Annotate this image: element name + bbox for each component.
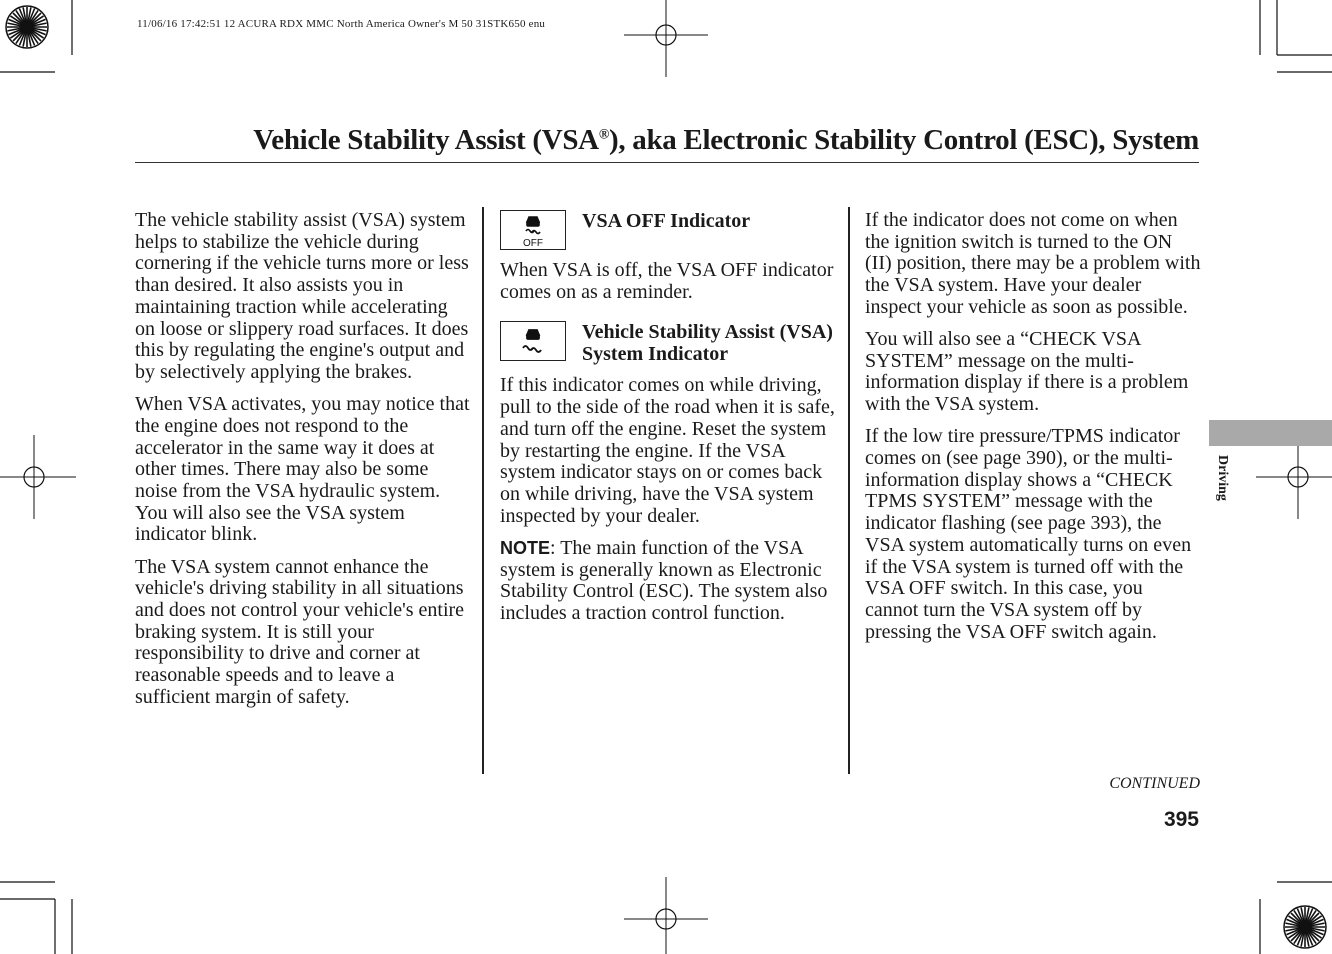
limitations-paragraph: The VSA system cannot enhance the vehicle's driving stability in all situations and does not control your vehicle's entire braking system. It is still your responsibility to drive and corner at reasonable speeds and to leave a sufficient margin of safety. — [135, 555, 465, 708]
note-text: : The main function of the VSA system is generally known as Electronic Stability Control (ESC). The system also includes a traction control function. — [500, 536, 828, 624]
tpms-paragraph: If the low tire pressure/TPMS indicator comes on (see page 390), or the multi-information display shows a “CHECK TPMS SYSTEM” message with the indicator flashing (see page 393), the VSA system automatically turns on even if the VSA system is turned off with the VSA OFF switch. In this case, you cannot turn the VSA system off by pressing the VSA OFF switch again. — [865, 425, 1192, 643]
title-rule — [135, 162, 1199, 163]
registered-mark: ® — [598, 127, 609, 143]
vsa-system-description: If this indicator comes on while driving, pull to the side of the road when it is safe, and turn off the engine. Reset the system by restarting the engine. If the VSA system indicator stays on or comes back on while driving, have the VSA system inspected by your dealer. — [500, 374, 835, 527]
continued-label: CONTINUED — [1109, 775, 1200, 792]
title-prefix: Vehicle Stability Assist (VSA — [253, 124, 599, 156]
page-number: 395 — [1163, 808, 1199, 831]
column-left — [135, 210, 471, 719]
section-tab — [1209, 420, 1332, 446]
title-suffix: ), aka Electronic Stability Control (ESC), System — [609, 124, 1199, 156]
intro-paragraph: The vehicle stability assist (VSA) system helps to stabilize the vehicle during cornering if the vehicle turns more or less than desired. It also assists you in maintaining traction while accelerating on loose or slippery road surfaces. It does this by regulating the engine's output and by selectively applying the brakes. — [135, 209, 469, 383]
column-divider — [482, 207, 484, 774]
vsa-off-indicator-title: VSA OFF Indicator — [582, 210, 751, 232]
indicator-check-paragraph: If the indicator does not come on when the ignition switch is turned to the ON (II) position, there may be a problem with the VSA system. Have your dealer inspect your vehicle as soon as possible. — [865, 209, 1201, 318]
column-middle — [500, 210, 840, 635]
column-divider — [848, 207, 850, 774]
vsa-system-indicator-icon — [500, 321, 566, 361]
column-right — [865, 210, 1201, 654]
section-label-driving: Driving — [1215, 455, 1230, 501]
note-paragraph — [500, 538, 840, 625]
activation-paragraph: When VSA activates, you may notice that the engine does not respond to the accelerator in the same way it does at other times. There may also be some noise from the VSA hydraulic system. You will also see the VSA system indicator blink. — [135, 393, 470, 546]
vsa-off-indicator-heading — [500, 210, 840, 250]
page-title — [135, 122, 1199, 158]
check-vsa-message-paragraph: You will also see a “CHECK VSA SYSTEM” message on the multi-information display if there is a problem with the VSA system. — [865, 328, 1189, 416]
vsa-off-indicator-icon — [500, 210, 566, 250]
vsa-system-indicator-heading — [500, 321, 840, 365]
print-metadata: 11/06/16 17:42:51 12 ACURA RDX MMC North America Owner's M 50 31STK650 enu — [137, 18, 546, 30]
vsa-off-description: When VSA is off, the VSA OFF indicator comes on as a reminder. — [500, 259, 834, 303]
vsa-system-indicator-title: Vehicle Stability Assist (VSA) System Indicator — [582, 321, 833, 366]
note-label: NOTE — [500, 537, 551, 558]
svg-text:OFF: OFF — [523, 238, 543, 249]
